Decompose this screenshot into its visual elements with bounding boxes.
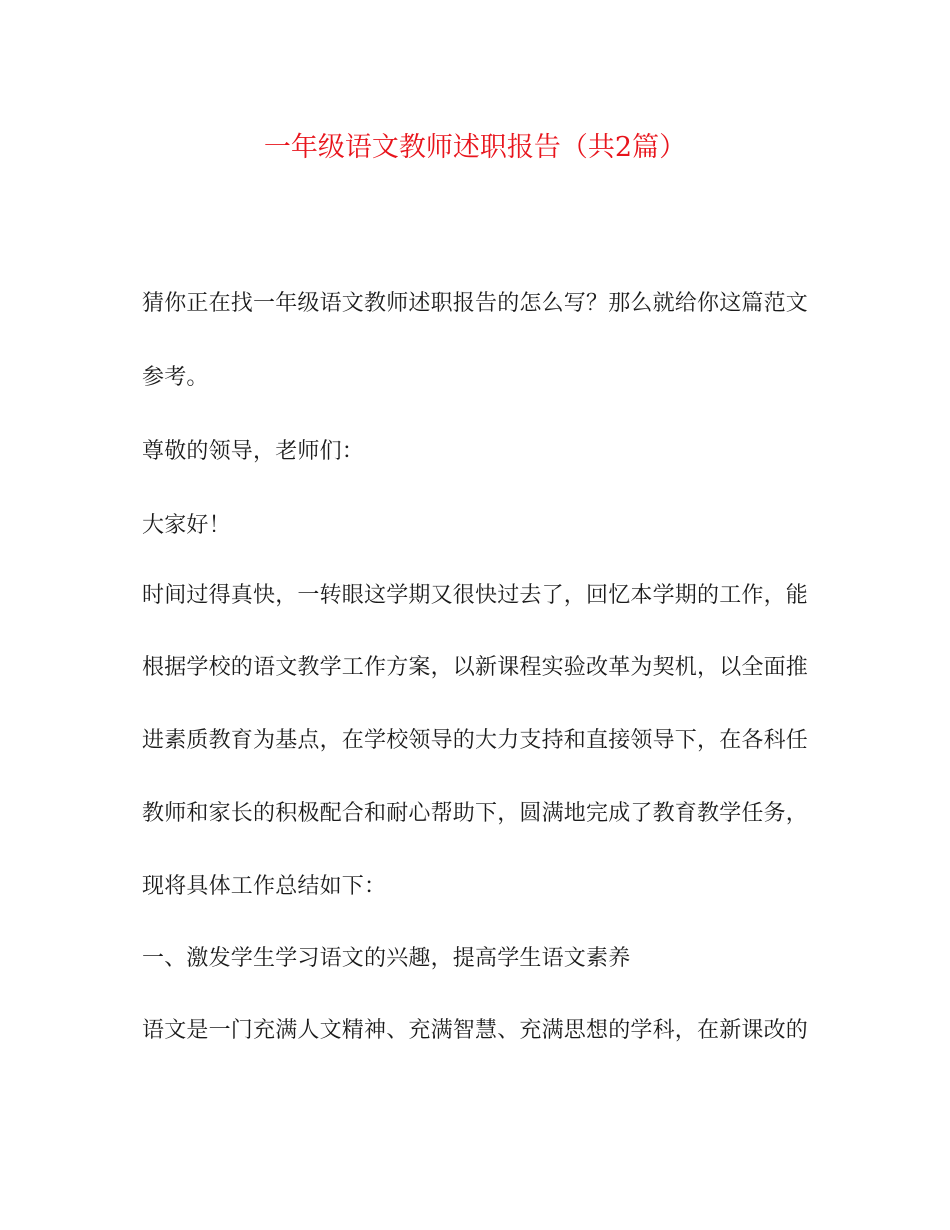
paragraph-line: 根据学校的语文教学工作方案，以新课程实验改革为契机，以全面推 <box>142 655 809 680</box>
paragraph-line: 参考。 <box>142 365 209 390</box>
paragraph-line: 猜你正在找一年级语文教师述职报告的怎么写？那么就给你这篇范文 <box>142 291 809 316</box>
paragraph-line: 教师和家长的积极配合和耐心帮助下，圆满地完成了教育教学任务， <box>142 801 809 826</box>
paragraph-line: 现将具体工作总结如下： <box>142 874 387 899</box>
document-title: 一年级语文教师述职报告（共2篇） <box>263 132 687 163</box>
paragraph-line: 进素质教育为基点，在学校领导的大力支持和直接领导下，在各科任 <box>142 728 809 753</box>
paragraph-line: 时间过得真快，一转眼这学期又很快过去了，回忆本学期的工作，能 <box>142 583 809 608</box>
greeting-line: 大家好！ <box>142 513 231 538</box>
paragraph-line: 语文是一门充满人文精神、充满智慧、充满思想的学科，在新课改的 <box>142 1018 809 1043</box>
section-heading: 一、激发学生学习语文的兴趣，提高学生语文素养 <box>142 946 631 971</box>
greeting-line: 尊敬的领导，老师们： <box>142 439 365 464</box>
